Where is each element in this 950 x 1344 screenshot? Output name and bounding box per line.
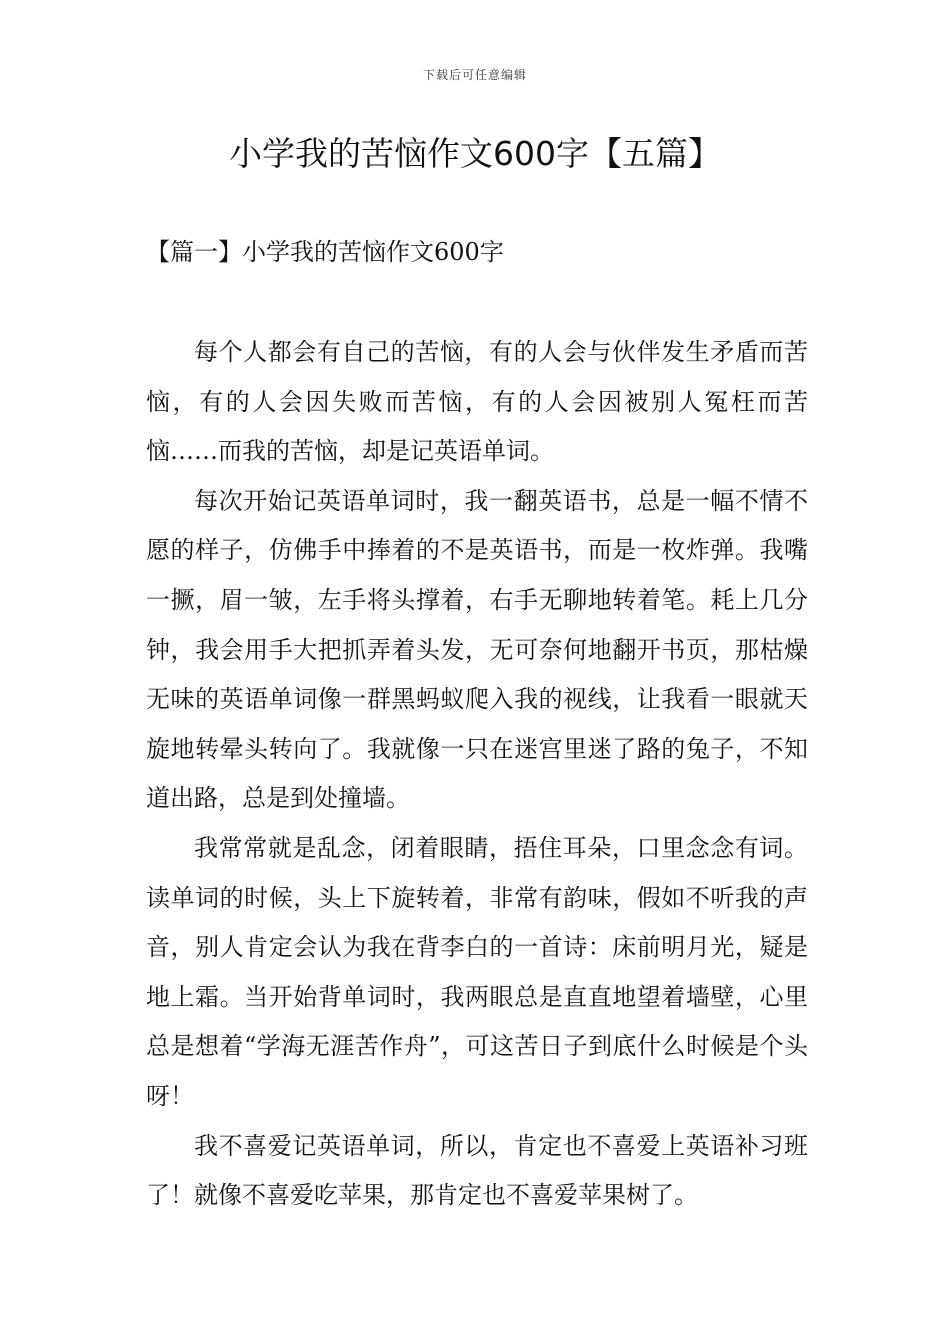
essay-body <box>146 328 808 1221</box>
page-title: 小学我的苦恼作文600字【五篇】 <box>229 134 721 173</box>
paragraph-1: 每个人都会有自己的苦恼，有的人会与伙伴发生矛盾而苦恼，有的人会因失败而苦恼，有的人会因被别人冤枉而苦恼……而我的苦恼，却是记英语单词。 <box>146 338 808 466</box>
paragraph-3: 我常常就是乱念，闭着眼睛，捂住耳朵，口里念念有词。读单词的时候，头上下旋转着，非常有韵味，假如不听我的声音，别人肯定会认为我在背李白的一首诗：床前明月光，疑是地上霜。当开始背单词时，我两眼总是直直地望着墙壁，心里总是想着“学海无涯苦作舟”，可这苦日子到底什么时候是个头呀！ <box>146 833 808 1110</box>
header-note: 下载后可任意编辑 <box>422 68 527 82</box>
paragraph-2: 每次开始记英语单词时，我一翻英语书，总是一幅不情不愿的样子，仿佛手中捧着的不是英语书，而是一枚炸弹。我嘴一撅，眉一皱，左手将头撑着，右手无聊地转着笔。耗上几分钟，我会用手大把抓弄着头发，无可奈何地翻开书页，那枯燥无味的英语单词像一群黑蚂蚁爬入我的视线，让我看一眼就天旋地转晕头转向了。我就像一只在迷宫里迷了路的兔子，不知道出路，总是到处撞墙。 <box>146 486 808 813</box>
section-heading: 【篇一】小学我的苦恼作文600字 <box>146 238 504 266</box>
paragraph-4: 我不喜爱记英语单词，所以，肯定也不喜爱上英语补习班了！就像不喜爱吃苹果，那肯定也不喜爱苹果树了。 <box>146 1131 808 1210</box>
